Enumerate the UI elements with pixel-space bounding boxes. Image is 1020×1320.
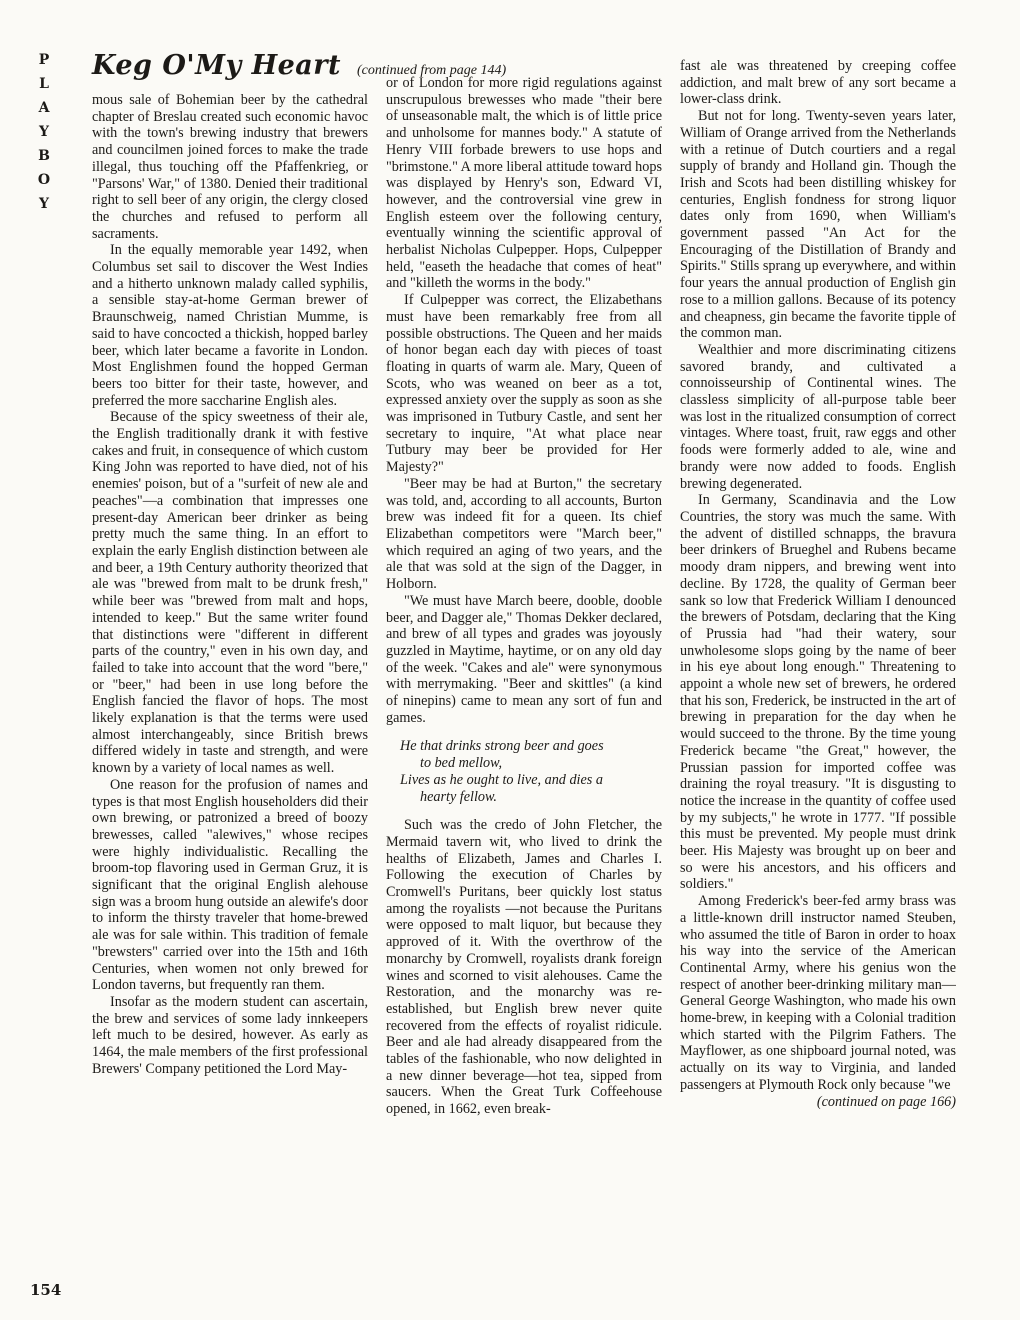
text-column-1 [92, 92, 368, 1302]
paragraph: But not for long. Twenty-seven years later, William of Orange arrived from the Netherlands with a retinue of Dutch courtiers and a regal supply of brandy and Holland gin. Though the Irish and Scots had been distilling whiskey for centuries, English fondness for strong liquor dates only from 1690, when William's government passed "An Act for the Encouraging of the Distillation of Brandy and Spirits." Stills sprang up everywhere, and within four years the annual production of English gin rose to a million gallons. Because of its potency and cheapness, gin became the favorite tipple of the common man. [680, 108, 956, 342]
verse-line: Lives as he ought to live, and dies a [400, 771, 603, 788]
paragraph: Because of the spicy sweetness of their ale, the English traditionally drank it with festive cakes and fruit, in consequence of which custom King John was reported to have died, not of his enemies' poison, but of a "surfeit of new ale and peaches"—a combination that impresses one present-day American beer drinker as being pretty much the same thing. In an effort to explain the early English distinction between ale and beer, a 19th Century authority theorized that ale was "brewed from malt to be drunk fresh," while beer was "brewed from malt and hops, intended to keep." But the same writer found that distinctions were "different in different parts of the country," even in his own day, and failed to take into account that the word "bere," or "beer," had been in use long before the English fancied the flavor of hops. The most likely explanation is that the terms were used almost interchangeably, since British brews differed widely in taste and strength, and were known by a variety of local names as well. [92, 409, 368, 777]
paragraph: Among Frederick's beer-fed army brass was a little-known drill instructor named Steuben, who assumed the title of Baron in order to hoax his way into the service of the American Continental Army, where his genius won the respect of another beer-drinking military man—General George Washington, who made his own home-brew, in keeping with a Colonial tradition which started with the Pilgrim Fathers. The Mayflower, as one shipboard journal noted, was actually on its way to Virginia, and landed passengers at Plymouth Rock only because "we [680, 893, 956, 1093]
magazine-masthead [28, 48, 60, 216]
verse-line: He that drinks strong beer and goes [400, 738, 604, 755]
paragraph: "We must have March beere, dooble, dooble beer, and Dagger ale," Thomas Dekker declared, and brew of all types and grades was joyously guzzled in Maytime, haytime, or on any old day of the week. "Cakes and ale" were synonymous with merrymaking. "Beer and skittles" (a kind of ninepins) came to mean any sort of fun and games. [386, 592, 662, 726]
verse-quote [386, 738, 662, 805]
continued-on-note: (continued on page 166) [816, 1093, 956, 1110]
masthead-letter: Y [39, 124, 49, 140]
paragraph: If Culpepper was correct, the Elizabethans must have been remarkably free from all possible obstructions. The Queen and her maids of honor began each day with pieces of toast floating in quarts of warm ale. Mary, Queen of Scots, who was weaned on beer as a tot, expressed anxiety over the supply as soon as she was imprisoned in Tutbury Castle, and sent her secretary to inquire, "At what place near Tutbury may beer be provided for Her Majesty?" [386, 292, 662, 476]
page-number: 154 [30, 1281, 62, 1299]
masthead-letter: P [38, 52, 50, 68]
paragraph: Insofar as the modern student can ascertain, the brew and services of some lady innkeepers left much to be desired, however. As early as 1464, the male members of the first professional Brewers' Company petitioned the Lord May- [92, 993, 368, 1077]
paragraph: "Beer may be had at Burton," the secretary was told, and, according to all accounts, Burton brew was indeed fit for a queen. Its chief Elizabethan competitors were "March beer," which required an aging of two years, and the ale that was sold at the sign of the Dagger, in Holborn. [386, 475, 662, 593]
continued-from-note: (continued from page 144) [356, 63, 507, 78]
verse-line: to bed mellow, [420, 755, 503, 772]
masthead-letter: B [38, 148, 50, 164]
paragraph: In the equally memorable year 1492, when Columbus set sail to discover the West Indies and a hitherto unknown malady called syphilis, a sensible stay-at-home German brewer of Braunschweig, named Christian Mumme, is said to have concocted a thickish, hopped barley beer, which later became a favorite in London. Most Englishmen found the hopped German beers too bitter for their taste, however, and preferred the more saccharine English ales. [92, 242, 368, 409]
masthead-letter: Y [39, 196, 49, 212]
text-column-2 [386, 75, 662, 1285]
paragraph: In Germany, Scandinavia and the Low Countries, the story was much the same. With the advent of distilled schnapps, the bravura beer drinkers of Brueghel and Rubens became moody dram nippers, and brewing went into decline. By 1728, the quality of German beer sank so low that Frederick William I denounced the brewers of Potsdam, declaring that the King of Prussia had "had their watery, sour unwholesome slops going by the name of beer in his eye about long enough." Threatening to appoint a whole new set of brewers, he ordered that his son, Frederick, be instructed in the art of brewing in preparation for the day when he would succeed to the throne. By the time young Frederick became "the Great," however, the Prussian passion for imported coffee was draining the royal treasury. "It is disgusting to notice the increase in the quantity of coffee used by my subjects," he wrote in 1777. "If possible this must be prevented. My people must drink beer. His Majesty was brought up on beer and so were his ancestors, and his officers and soldiers." [680, 492, 956, 893]
text-column-3 [680, 58, 956, 1286]
paragraph: Wealthier and more discriminating citizens savored brandy, and cultivated a connoisseurship of Continental wines. The classless simplicity of all-purpose table beer was lost in the ritualized consumption of correct vintages. Where toast, fruit, raw eggs and other foods were formerly added to ale, wine and brandy were now added to foods. English brewing degenerated. [680, 341, 956, 492]
masthead-letter: A [38, 100, 50, 116]
paragraph: Such was the credo of John Fletcher, the Mermaid tavern wit, who lived to drink the healths of Elizabeth, James and Charles I. Following the execution of Charles by Cromwell's Puritans, beer quickly lost status among the royalists —not because the Puritans were opposed to malt liquor, but because they approved of it. With the overthrow of the monarchy by Cromwell, royalists drank foreign wines and scorned to visit alehouses. Came the Restoration, and the monarchy was re-established, but English brew never quite recovered from the effects of royalist ridicule. Beer and ale had already disappeared from the tables of the fashionable, who now delighted in a new dinner beverage—hot tea, sipped from saucers. When the Great Turk Coffeehouse opened, in 1662, even break- [386, 817, 662, 1118]
paragraph: mous sale of Bohemian beer by the cathedral chapter of Breslau created such economic havoc with the town's brewing industry that brewers and councilmen joined forces to make the trade illegal, thus touching off the Pfaffenkrieg, or "Parsons' War," of 1380. Denied their traditional right to sell beer of any origin, the clergy closed the churches and refused to perform all sacraments. [92, 92, 368, 242]
paragraph: fast ale was threatened by creeping coffee addiction, and malt brew of any sort became a lower-class drink. [680, 58, 956, 108]
masthead-letter: L [39, 76, 49, 92]
paragraph: or of London for more rigid regulations against unscrupulous brewesses who made "their bere of unseasonable malt, the which is of little price and unholsome for mannes body." A statute of Henry VIII forbade brewers to use hops and "brimstone." A more liberal attitude toward hops was displayed by Henry's son, Edward VI, however, and the controversial vine grew in English esteem over the following century, eventually winning the scientific approval of herbalist Nicholas Culpepper. Hops, Culpepper held, "easeth the headache that comes of heat" and "killeth the worms in the body." [386, 75, 662, 292]
verse-line: hearty fellow. [420, 788, 497, 805]
article-title: Keg O'My Heart [92, 50, 341, 81]
masthead-letter: O [37, 172, 51, 188]
paragraph: One reason for the profusion of names and types is that most English householders did their own brewing, or patronized a breed of boozy brewesses, called "alewives," whose recipes were highly individualistic. Recalling the broom-top flavoring used in German Gruz, it is significant that the original English alehouse sign was a broom hung outside an alewife's door to inform the thirsty traveler that home-brewed ale was for sale within. This tradition of female "brewsters" carried over into the 15th and 16th Centuries, when women not only brewed for London taverns, but frequently ran them. [92, 776, 368, 994]
